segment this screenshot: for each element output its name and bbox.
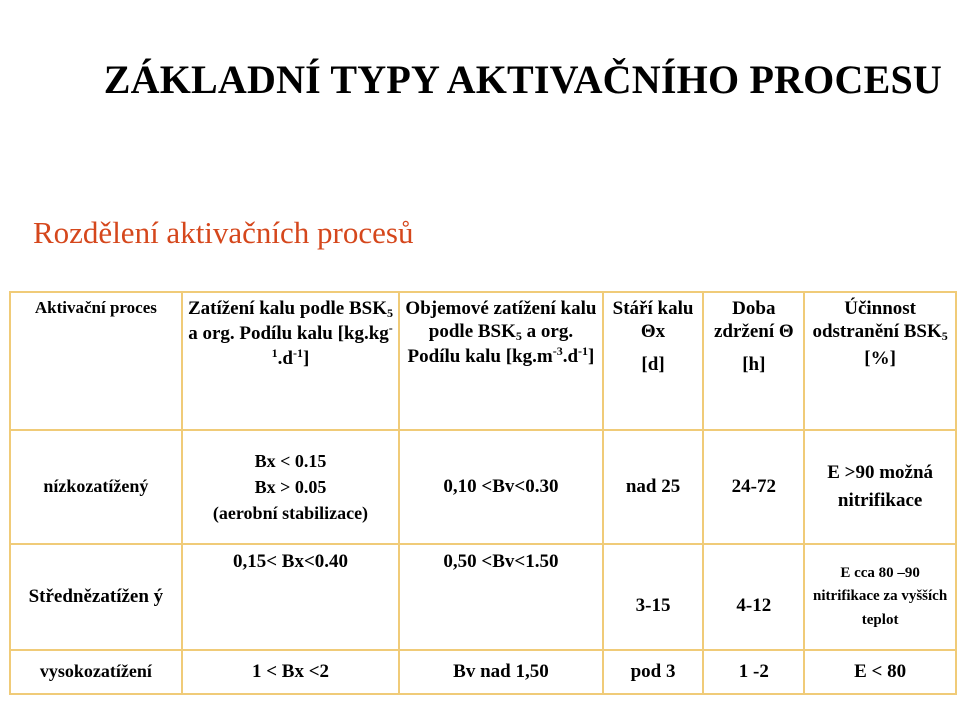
header-sludge-age [603,292,704,430]
row-efficiency: E < 80 [804,650,956,694]
row-retention-time: 4-12 [703,544,804,650]
header-sludge-age-unit: [d] [641,353,665,375]
header-volume-load-text3: .d [562,345,579,367]
header-sludge-load-text2: a org. Podílu kalu [kg.kg [188,322,389,344]
row-sludge-load-line1: Bx < 0.15 [254,450,327,471]
header-process [10,292,182,430]
header-efficiency-unit: [%] [864,347,896,369]
header-volume-load-sup1: -3 [552,343,563,358]
row-volume-load: 0,50 <Bv<1.50 [399,544,602,650]
header-volume-load-sub: 5 [515,328,522,343]
header-process-label: Aktivační proces [34,298,157,317]
header-retention-time [703,292,804,430]
header-sludge-load-text4: ] [302,347,310,369]
row-sludge-age: nad 25 [603,430,704,544]
header-retention-time-unit: [h] [742,353,766,375]
section-subtitle: Rozdělení aktivačních procesů [33,215,414,250]
row-retention-time: 24-72 [703,430,804,544]
header-volume-load-text2: a org. Podílu kalu [kg.m [407,320,574,367]
row-sludge-load: 1 < Bx <2 [182,650,399,694]
header-efficiency-label: Účinnost odstranění BSK [812,298,942,342]
header-sludge-load [182,292,399,430]
row-sludge-age: pod 3 [603,650,704,694]
header-retention-time-label: Doba zdržení Θ [713,298,794,342]
table-row [10,650,956,694]
header-efficiency [804,292,956,430]
header-sludge-age-label: Stáří kalu Θx [612,298,694,342]
row-sludge-load-line3: (aerobní stabilizace) [212,503,369,524]
table-row [10,430,956,544]
table-header-row [10,292,956,430]
page-title: ZÁKLADNÍ TYPY AKTIVAČNÍHO PROCESU [103,57,942,102]
row-volume-load: Bv nad 1,50 [399,650,602,694]
header-efficiency-sub: 5 [941,328,948,343]
header-sludge-load-text: Zatížení kalu podle BSK [187,298,387,319]
header-sludge-load-sub: 5 [387,306,393,320]
row-sludge-load-line2: Bx > 0.05 [254,476,327,497]
header-sludge-load-sup1: -1 [271,320,393,360]
row-process-name: nízkozatížený [10,430,182,544]
header-sludge-load-sup2: -1 [292,345,303,360]
row-sludge-load [182,430,399,544]
table-row [10,544,956,650]
row-volume-load: 0,10 <Bv<0.30 [399,430,602,544]
row-efficiency: E cca 80 –90 nitrifikace za vyšších teplot [804,544,956,650]
header-volume-load-sup2: -1 [578,343,589,358]
header-volume-load-text4: ] [588,345,595,367]
row-process-name: vysokozatížení [10,650,182,694]
header-volume-load [399,292,602,430]
activation-process-table [9,291,957,695]
header-sludge-load-text3: .d [277,347,293,369]
row-sludge-load: 0,15< Bx<0.40 [182,544,399,650]
row-efficiency: E >90 možná nitrifikace [804,430,956,544]
row-sludge-age: 3-15 [603,544,704,650]
header-volume-load-text: Objemové zatížení kalu podle BSK [405,298,597,342]
row-retention-time: 1 -2 [703,650,804,694]
row-process-name: Střednězatížen ý [10,544,182,650]
